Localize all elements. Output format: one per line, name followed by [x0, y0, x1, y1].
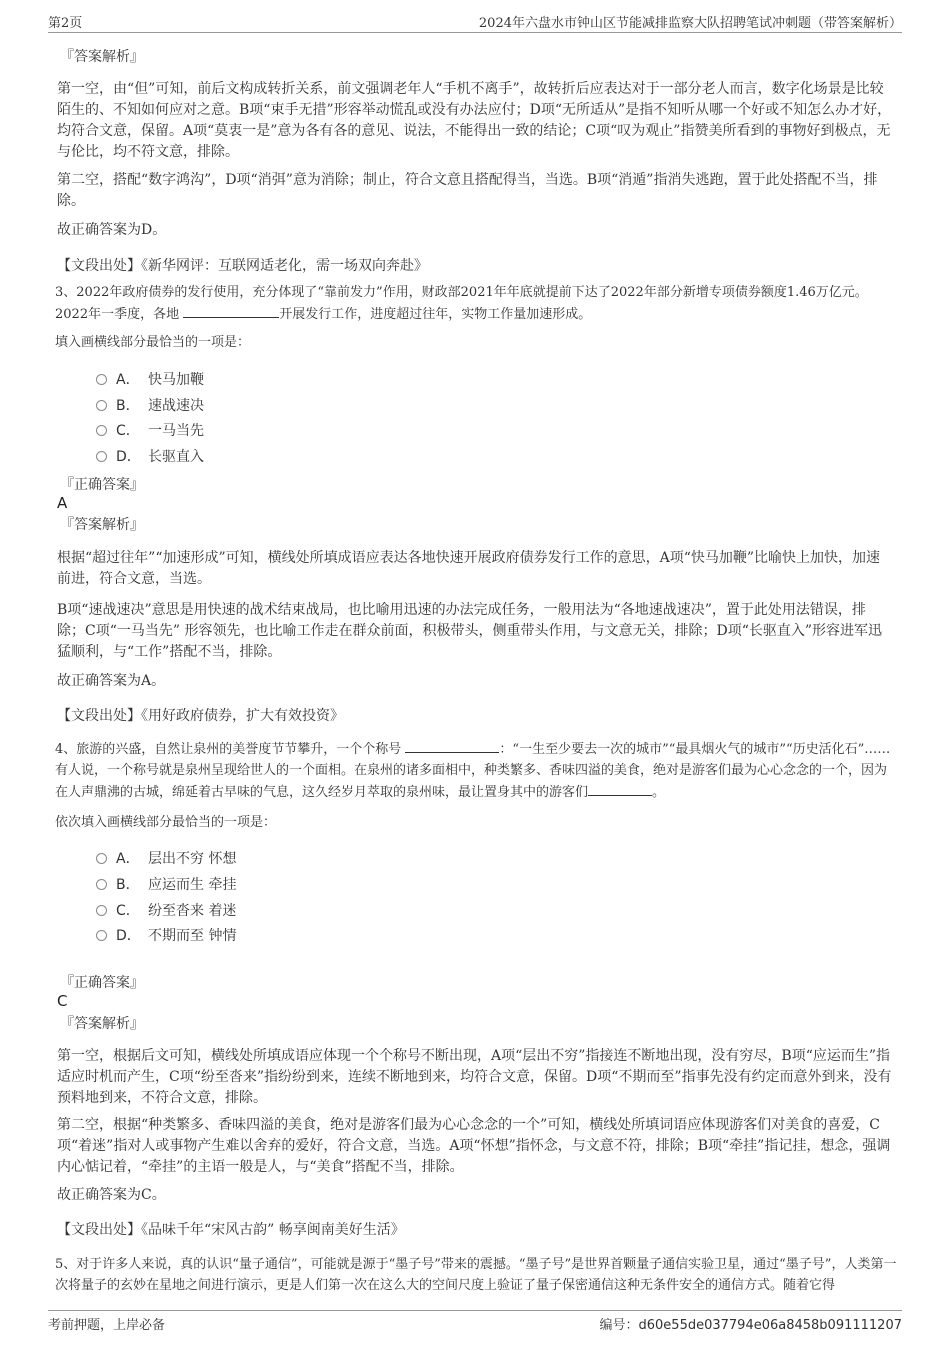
q4-blank-2 [588, 781, 652, 796]
q3-answer-label: 『正确答案』 [60, 477, 144, 493]
q3-analysis-p2: B项“速战速决”意思是用快速的战术结束战局，也比喻用迅速的办法完成任务，一般用法为“各地速战速决”，置于此处用法错误，排除；C项“一马当先” 形容领先，也比喻工作走在群众前面，积极带头，侧重带头作用，与文意无关，排除；D项“长驱直入”形容进军迅猛顺利，与“工作”搭配不当，排除。 [57, 602, 883, 660]
radio-icon[interactable] [96, 853, 107, 864]
document-code [599, 1314, 902, 1333]
q2-analysis-p1: 第一空，由“但”可知，前后文构成转折关系，前文强调老年人“手机不离手”，故转折后应表达对于一部分老人而言，数字化场景是比较陌生的、不知如何应对之意。B项“束手无措”形容举动慌乱或没有办法应付；D项“无所适从”是指不知听从哪一个好或不知怎么办才好，均符合文意，保留。A项“莫衷一是”意为各有各的意见、说法，不能得出一致的结论；C项“叹为观止”指赞美所看到的事物好到极点，无与伦比，均不符文意，排除。 [57, 81, 892, 160]
q4-stem [55, 738, 897, 803]
q4-conclusion: 故正确答案为C。 [57, 1187, 166, 1203]
q4-analysis-p2: 第二空，根据“种类繁多、香味四溢的美食，绝对是游客们最为心心念念的一个”可知，横线处所填词语应体现游客们对美食的喜爱，C项“着迷”指对人或事物产生难以舍弃的爱好，符合文意，当选。A项“怀想”指怀念，与文意不符，排除；B项“牵挂”指记挂，想念，强调内心惦记着，“牵挂”的主语一般是人，与“美食”搭配不当，排除。 [57, 1117, 891, 1175]
code-label: 编号： [599, 1318, 639, 1333]
page-header [48, 12, 902, 30]
q4-stem-part2: ：“一生至少要去一次的城市”“最具烟火气的城市”“历史活化石”……有人说，一个称号就是泉州呈现给世人的一个面相。在泉州的诸多面相中，种类繁多、香味四溢的美食，绝对是游客们最为心心念念的一个，因为在人声鼎沸的古城，绵延着古早味的气息，这久经岁月萃取的泉州味，最让置身其中的游客们 [55, 742, 891, 800]
q4-stem-part1: 4、旅游的兴盛，自然让泉州的美誉度节节攀升，一个个称号 [55, 742, 402, 757]
q4-answer: C [57, 992, 68, 1010]
q3-option-b[interactable]: B． 速战速决 [96, 396, 204, 416]
radio-icon[interactable] [96, 930, 107, 941]
q2-conclusion: 故正确答案为D。 [57, 222, 167, 238]
radio-icon[interactable] [96, 425, 107, 436]
radio-icon[interactable] [96, 451, 107, 462]
q4-prompt: 依次填入画横线部分最恰当的一项是： [55, 815, 277, 830]
document-title: 2024年六盘水市钟山区节能减排监察大队招聘笔试冲刺题（带答案解析） [478, 16, 902, 31]
q4-option-b[interactable]: B． 应运而生 牵挂 [96, 875, 236, 895]
q3-prompt: 填入画横线部分最恰当的一项是： [55, 335, 251, 350]
q4-analysis-label: 『答案解析』 [60, 1016, 144, 1032]
q4-option-a[interactable]: A． 层出不穷 怀想 [96, 849, 236, 869]
footer-slogan: 考前押题，上岸必备 [48, 1318, 166, 1333]
q2-analysis-p2: 第二空，搭配“数字鸿沟”，D项“消弭”意为消除；制止，符合文意且搭配得当，当选。B项“消遁”指消失逃跑，置于此处搭配不当，排除。 [57, 172, 878, 209]
q3-stem [55, 282, 897, 325]
q3-conclusion: 故正确答案为A。 [57, 673, 166, 689]
radio-icon[interactable] [96, 374, 107, 385]
q3-analysis-label: 『答案解析』 [60, 517, 144, 533]
q4-stem-part3: 。 [652, 785, 666, 800]
q2-source: 【文段出处】《新华网评：互联网适老化，需一场双向奔赴》 [57, 258, 428, 274]
q4-option-d[interactable]: D． 不期而至 钟情 [96, 926, 236, 946]
q3-option-a[interactable]: A． 快马加鞭 [96, 370, 204, 390]
q4-analysis-p1: 第一空，根据后文可知，横线处所填成语应体现一个个称号不断出现，A项“层出不穷”指接连不断地出现，没有穷尽，B项“应运而生”指适应时机而产生，C项“纷至沓来”指纷纷到来，连续不断地到来，均符合文意，保留。D项“不期而至”指事先没有约定而意外到来，没有预料地到来，不符合文意，排除。 [57, 1048, 892, 1106]
q3-option-c[interactable]: C． 一马当先 [96, 421, 204, 441]
q3-stem-part1: 3、2022年政府债券的发行使用，充分体现了“靠前发力”作用，财政部2021年年底就提前下达了2022年部分新增专项债券额度1.46万亿元。2022年一季度，各地 [55, 285, 868, 322]
q4-answer-label: 『正确答案』 [60, 975, 144, 991]
q3-analysis-p1: 根据“超过往年”“加速形成”可知，横线处所填成语应表达各地快速开展政府债券发行工作的意思，A项“快马加鞭”比喻快上加快，加速前进，符合文意，当选。 [57, 550, 881, 587]
q3-blank [183, 303, 279, 318]
q2-analysis-label: 『答案解析』 [60, 49, 144, 65]
radio-icon[interactable] [96, 879, 107, 890]
q4-source: 【文段出处】《品味千年“宋风古韵” 畅享闽南美好生活》 [57, 1222, 405, 1238]
q5-stem: 5、对于许多人来说，真的认识“量子通信”，可能就是源于“墨子号”带来的震撼。“墨子号”是世界首颗量子通信实验卫星，通过“墨子号”，人类第一次将量子的玄妙在星地之间进行演示，更是人们第一次在这么大的空间尺度上验证了量子保密通信这种无条件安全的通信方式。随着它得 [55, 1257, 897, 1293]
q4-option-c[interactable]: C． 纷至沓来 着迷 [96, 901, 236, 921]
code-value: d60e55de037794e06a8458b091111207 [638, 1318, 902, 1333]
radio-icon[interactable] [96, 400, 107, 411]
header-divider [48, 32, 902, 33]
q3-option-d[interactable]: D． 长驱直入 [96, 447, 204, 467]
q3-answer: A [57, 494, 68, 512]
q3-source: 【文段出处】《用好政府债券，扩大有效投资》 [57, 708, 344, 724]
footer-divider [48, 1310, 902, 1311]
q4-blank-1 [405, 738, 499, 753]
radio-icon[interactable] [96, 905, 107, 916]
q3-stem-part2: 开展发行工作，进度超过往年，实物工作量加速形成。 [279, 307, 592, 322]
page-number: 第2页 [48, 16, 83, 31]
